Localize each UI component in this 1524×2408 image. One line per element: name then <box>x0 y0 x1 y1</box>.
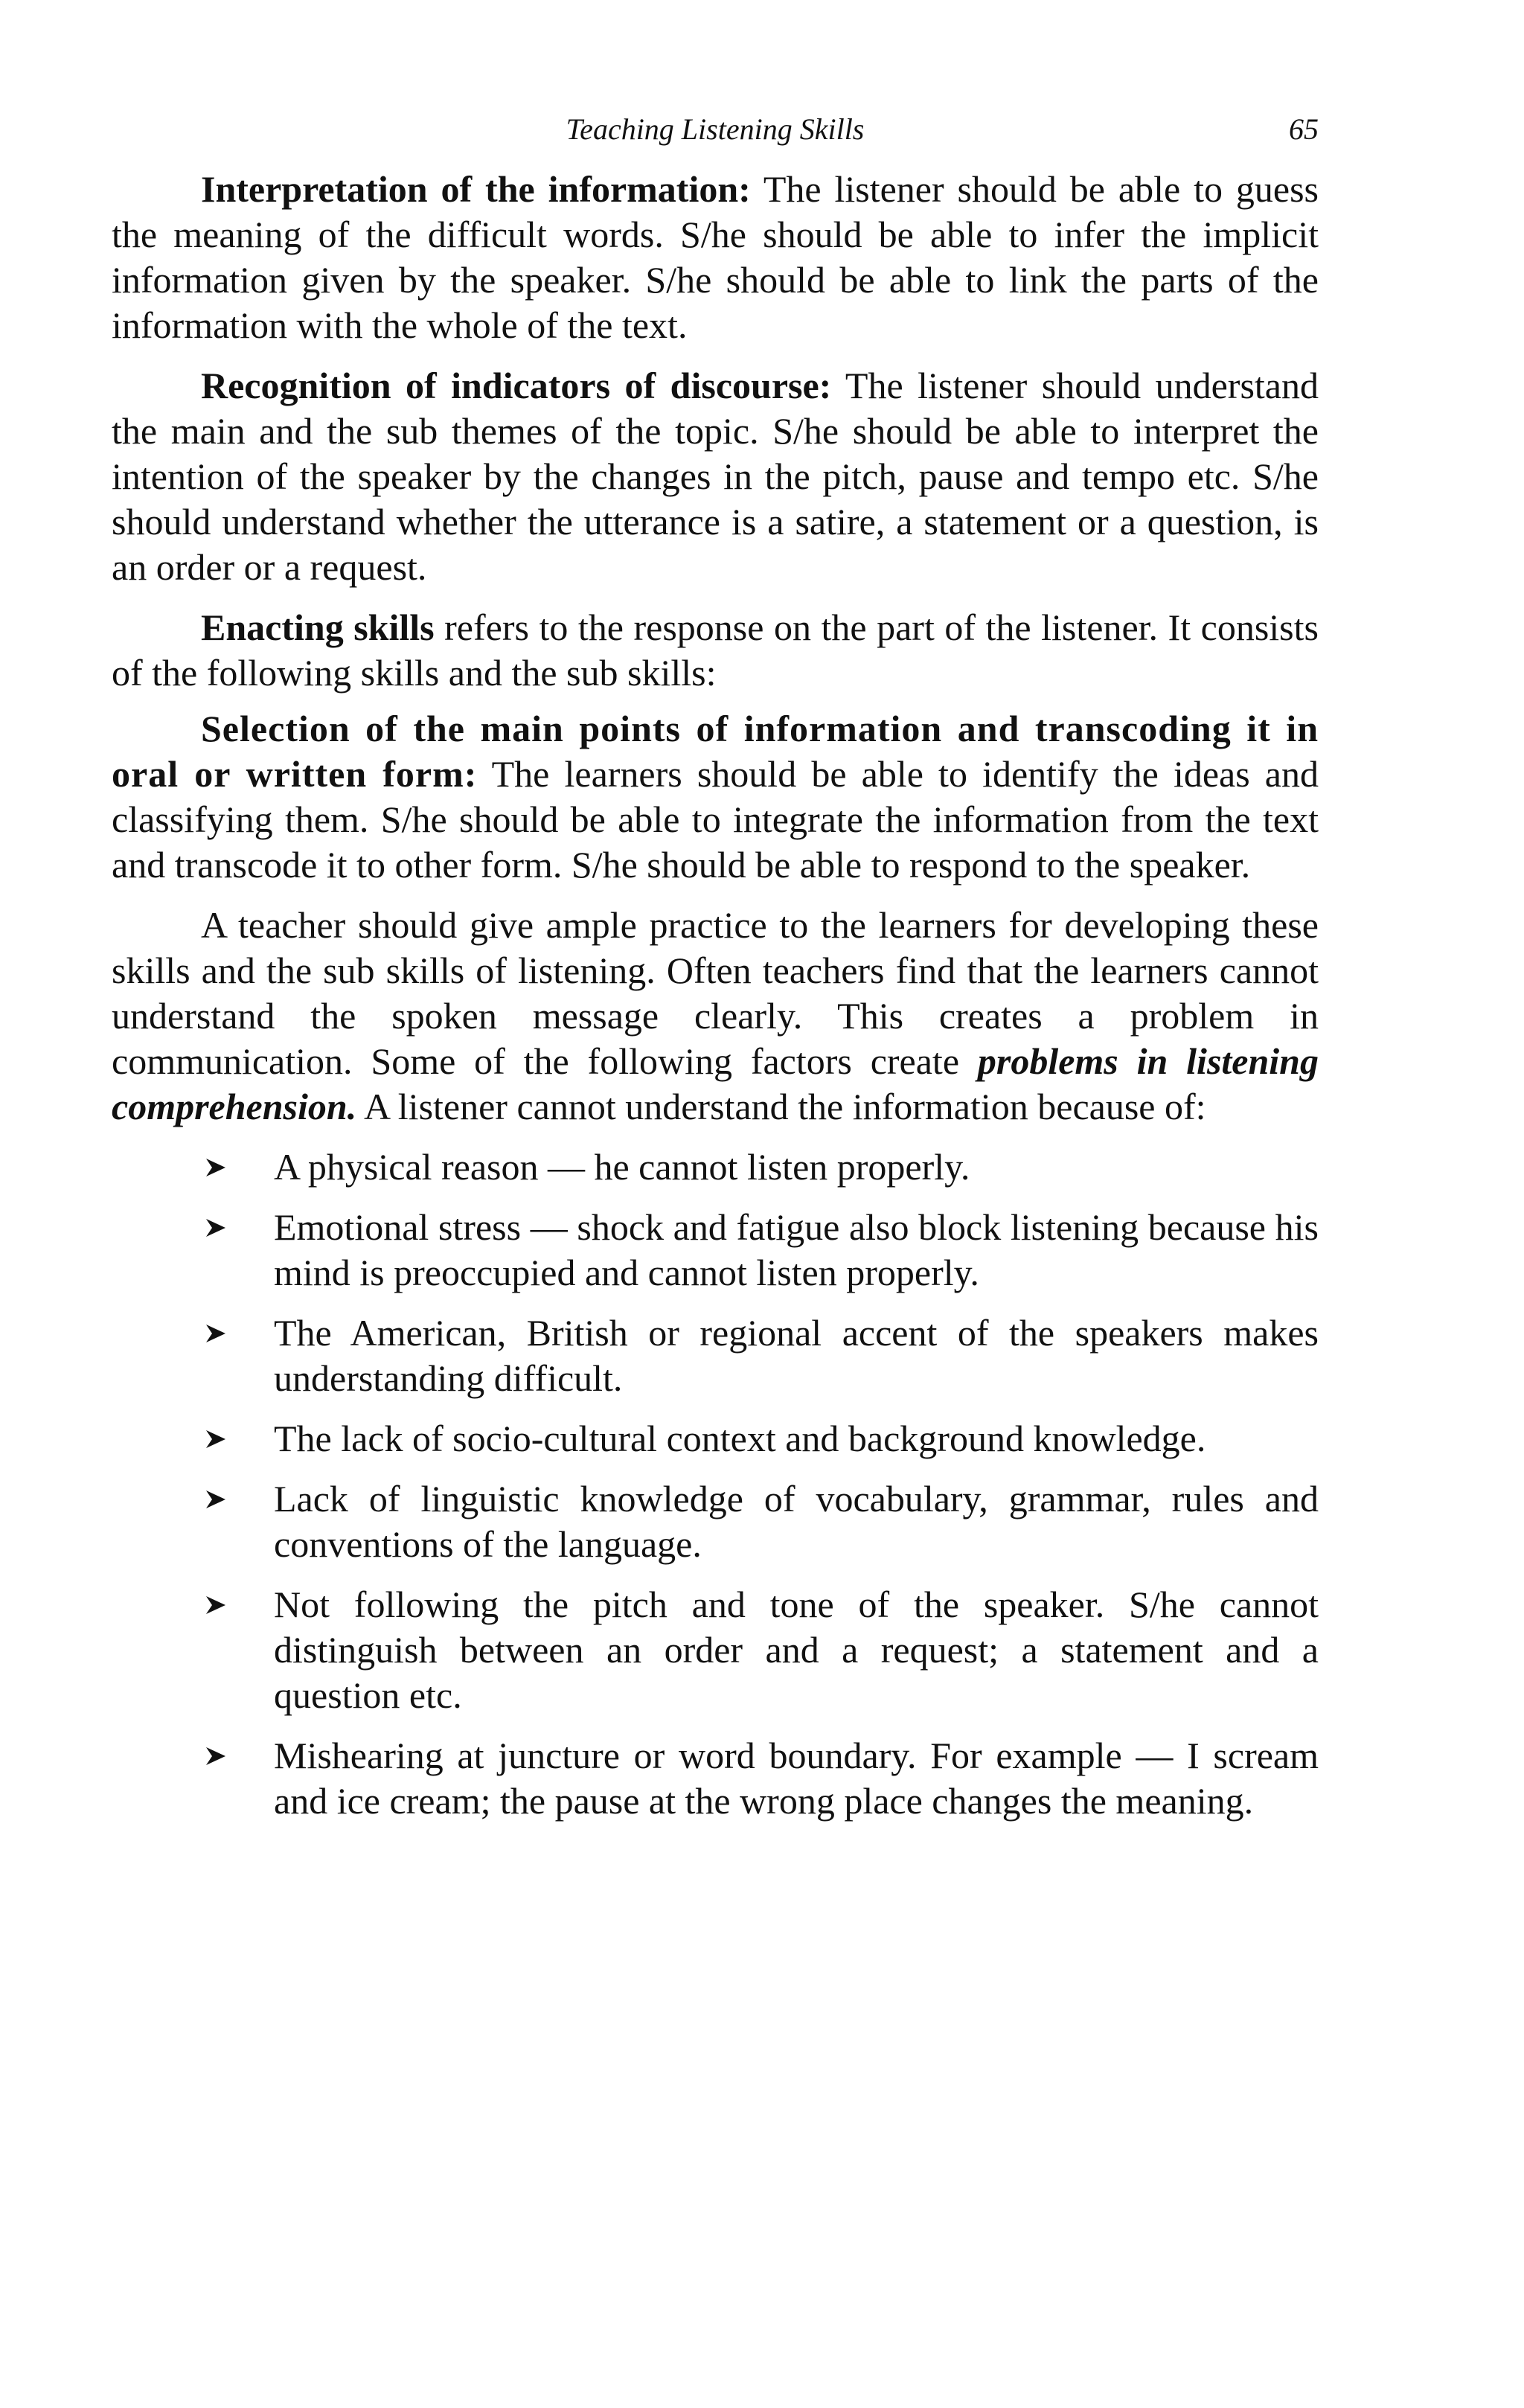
paragraph-teacher <box>112 903 1319 1130</box>
page-number: 65 <box>1289 112 1319 146</box>
list-item <box>112 1416 1319 1461</box>
emphasis-listening-problems: problems in listening comprehension. <box>112 1040 1319 1127</box>
text-teacher-after: A listener cannot understand the information because of: <box>356 1086 1206 1127</box>
list-item <box>112 1476 1319 1567</box>
factor-list <box>112 1144 1319 1824</box>
book-page <box>112 112 1319 1839</box>
heading-enacting: Enacting skills <box>201 606 435 648</box>
factor-text: The lack of socio-cultural context and background knowledge. <box>274 1418 1206 1459</box>
list-item <box>112 1582 1319 1718</box>
arrowhead-bullet-icon <box>205 1582 242 1627</box>
text-enacting: refers to the response on the part of the listener. It consists of the following skills and the sub skills: <box>112 606 1319 694</box>
arrowhead-bullet-icon <box>205 1476 242 1522</box>
arrowhead-bullet-icon <box>205 1205 242 1250</box>
text-interpretation: The listener should be able to guess the meaning of the difficult words. S/he should be able to infer the implicit information given by the speaker. S/he should be able to link the parts of the information with the whole of the text. <box>112 168 1319 346</box>
factor-text: A physical reason — he cannot listen properly. <box>274 1146 970 1188</box>
arrowhead-bullet-icon <box>205 1144 242 1190</box>
text-recognition: The listener should understand the main and the sub themes of the topic. S/he should be able to interpret the intention of the speaker by the changes in the pitch, pause and tempo etc. S/he should understand whether the utterance is a satire, a statement or a question, is an order or a request. <box>112 365 1319 588</box>
heading-selection: Selection of the main points of information and transcoding it in oral or written form: <box>112 708 1319 795</box>
list-item <box>112 1205 1319 1296</box>
paragraph-interpretation <box>112 167 1319 348</box>
arrowhead-bullet-icon <box>205 1310 242 1356</box>
list-item <box>112 1310 1319 1401</box>
factor-text: Mishearing at juncture or word boundary. For example — I scream and ice cream; the pause at the wrong place changes the meaning. <box>274 1735 1319 1822</box>
arrowhead-bullet-icon <box>205 1733 242 1778</box>
heading-recognition: Recognition of indicators of discourse: <box>201 365 832 406</box>
running-head <box>112 112 1319 156</box>
list-item <box>112 1144 1319 1190</box>
text-selection: The learners should be able to identify the ideas and classifying them. S/he should be able to integrate the information from the text and transcode it to other form. S/he should be able to respond to the speaker. <box>112 753 1319 886</box>
list-item <box>112 1733 1319 1824</box>
paragraph-selection <box>112 706 1319 888</box>
heading-interpretation: Interpretation of the information: <box>201 168 751 210</box>
factor-text: Not following the pitch and tone of the speaker. S/he cannot distinguish between an order and a request; a statement and a question etc. <box>274 1584 1319 1716</box>
running-head-title: Teaching Listening Skills <box>566 112 865 146</box>
text-teacher-before: A teacher should give ample practice to the learners for developing these skills and the sub skills of listening. Often teachers find that the learners cannot understand the spoken message clearly. This creates a problem in communication. Some of the following factors create <box>112 904 1319 1082</box>
factor-text: Emotional stress — shock and fatigue also block listening because his mind is preoccupied and cannot listen properly. <box>274 1206 1319 1293</box>
paragraph-recognition <box>112 363 1319 590</box>
arrowhead-bullet-icon <box>205 1416 242 1461</box>
paragraph-enacting <box>112 605 1319 696</box>
factor-text: Lack of linguistic knowledge of vocabulary, grammar, rules and conventions of the language. <box>274 1478 1319 1565</box>
factor-text: The American, British or regional accent of the speakers makes understanding difficult. <box>274 1312 1319 1399</box>
